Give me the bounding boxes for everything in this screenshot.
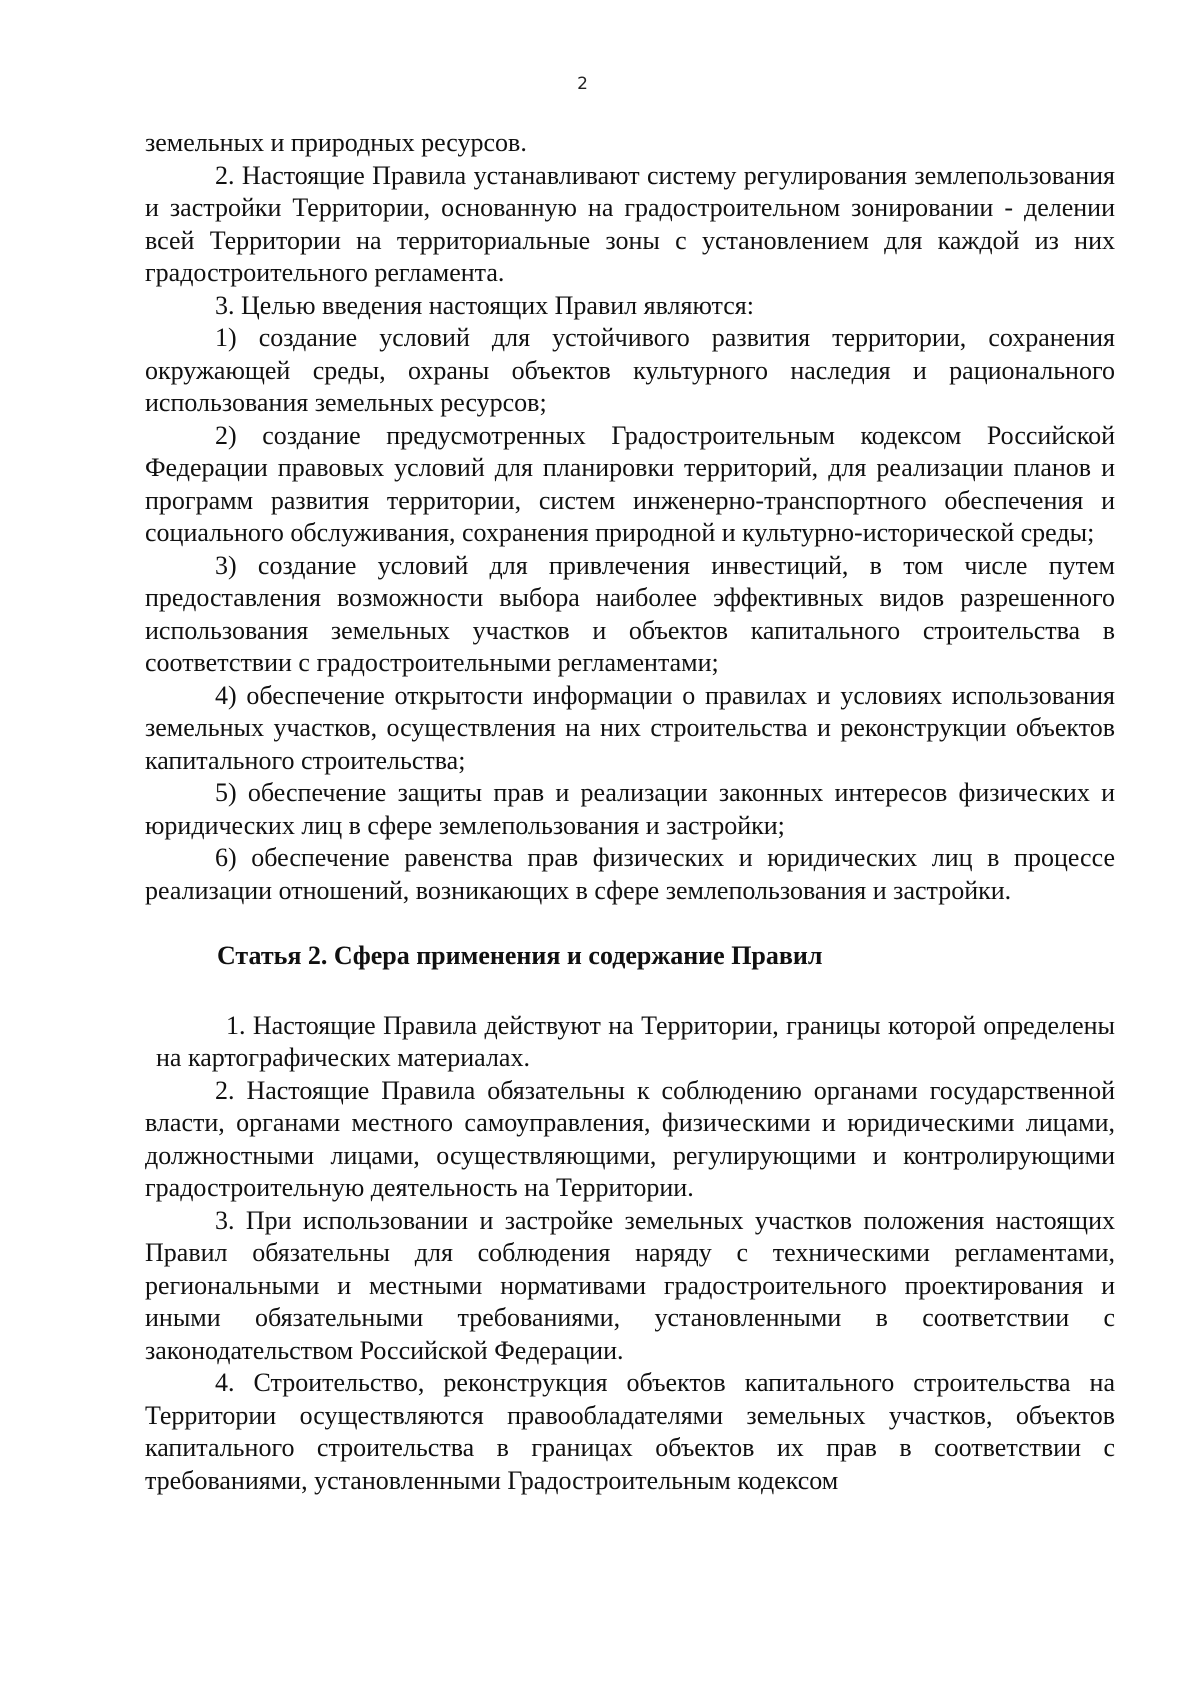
list-item-1: 1) создание условий для устойчивого развития территории, сохранения окружающей среды, охраны объектов культурного наследия и рационального использования земельных ресурсов; xyxy=(145,323,1115,417)
list-item-5: 5) обеспечение защиты прав и реализации законных интересов физических и юридических лиц в сфере землепользования и застройки; xyxy=(145,778,1115,840)
list-item-6: 6) обеспечение равенства прав физических и юридических лиц в процессе реализации отношений, возникающих в сфере землепользования и застройки. xyxy=(145,843,1115,905)
article-paragraph-2: 2. Настоящие Правила обязательны к соблюдению органами государственной власти, органами местного самоуправления, физическими и юридическими лицами, должностными лицами, осуществляющими, регулирующими и контролирующими градостроительную деятельность на Территории. xyxy=(145,1075,1115,1202)
list-item-4: 4) обеспечение открытости информации о правилах и условиях использования земельных участков, осуществления на них строительства и реконструкции объектов капитального строительства; xyxy=(145,680,1115,775)
article-paragraph-3: 3. При использовании и застройке земельных участков положения настоящих Правил обязательны для соблюдения наряду с техническими регламентами, региональными и местными нормативами градостроительного проектирования и иными обязательными требованиями, установленными в соответствии с законодательством Российской Федерации. xyxy=(145,1205,1115,1365)
paragraph-3: 3. Целью введения настоящих Правил являются: xyxy=(215,290,754,320)
paragraph-2: 2. Настоящие Правила устанавливают систему регулирования землепользования и застройки Территории, основанную на градостроительном зонировании - делении всей Территории на территориальные зоны с установлением для каждой из них градостроительного регламента. xyxy=(145,160,1115,287)
article-heading: Статья 2. Сфера применения и содержание Правил xyxy=(217,941,823,970)
list-item-3: 3) создание условий для привлечения инвестиций, в том числе путем предоставления возможности выбора наиболее эффективных видов разрешенного использования земельных участков и объектов капитального строительства в соответствии с градостроительными регламентами; xyxy=(145,550,1115,677)
article-paragraph-4: 4. Строительство, реконструкция объектов капитального строительства на Территории осуществляются правообладателями земельных участков, объектов капитального строительства в границах объектов их прав в соответствии с требованиями, установленными Градостроительным кодексом xyxy=(145,1368,1115,1495)
document-body xyxy=(145,127,1115,1497)
paragraph-continuation: земельных и природных ресурсов. xyxy=(145,128,527,157)
article-paragraph-1: 1. Настоящие Правила действуют на Территории, границы которой определены на картографических материалах. xyxy=(156,1010,1115,1072)
list-item-2: 2) создание предусмотренных Градостроительным кодексом Российской Федерации правовых условий для планировки территорий, для реализации планов и программ развития территории, систем инженерно-транспортного обеспечения и социального обслуживания, сохранения природной и культурно-исторической среды; xyxy=(145,420,1115,547)
page-number: 2 xyxy=(577,74,588,94)
